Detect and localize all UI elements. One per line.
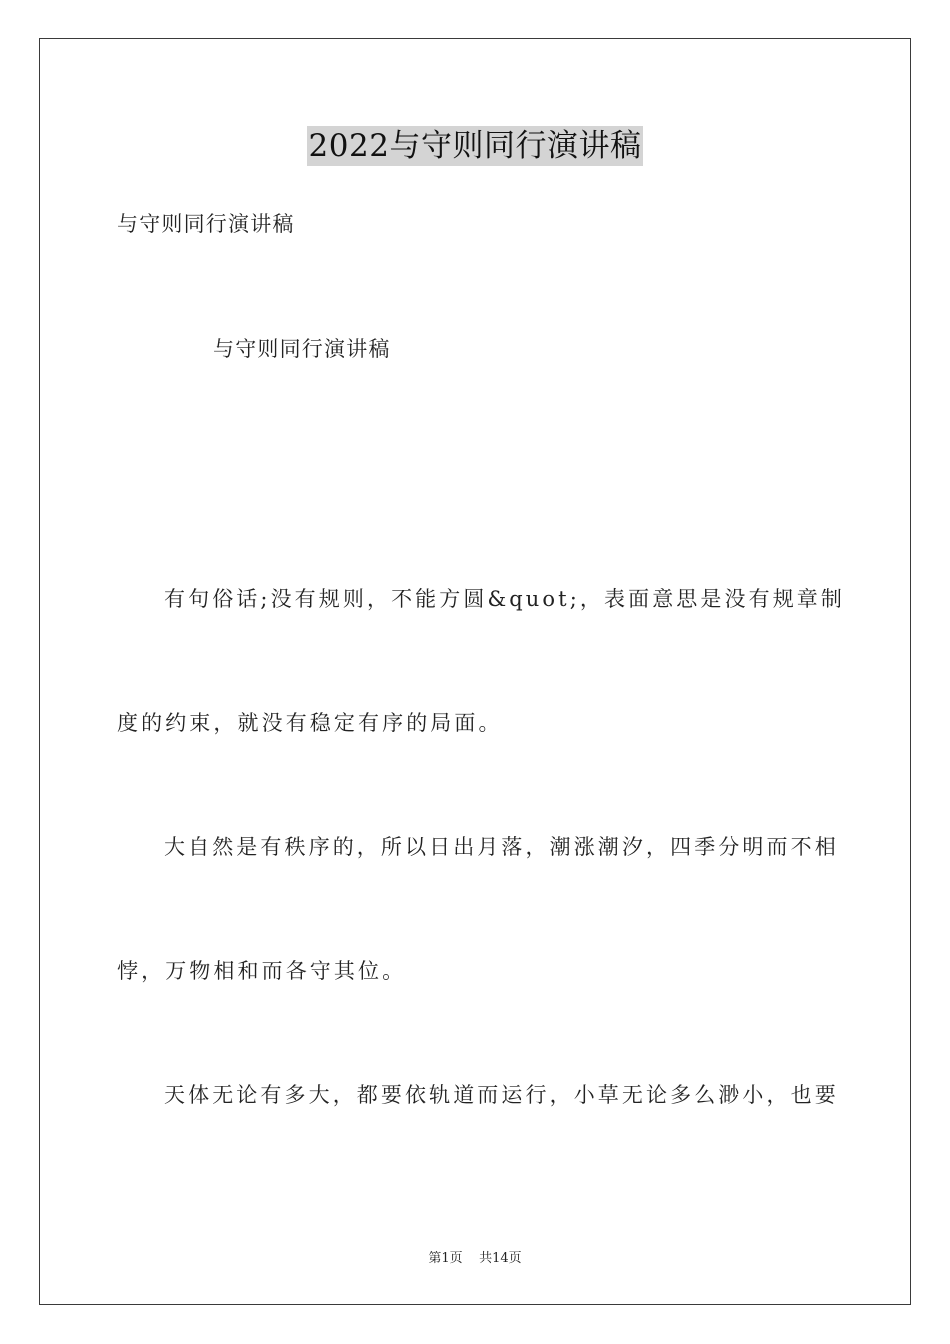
page-total: 共14页: [479, 1251, 522, 1266]
document-subtitle: 与守则同行演讲稿: [117, 212, 295, 236]
document-heading: 与守则同行演讲稿: [213, 337, 391, 361]
document-title: 2022与守则同行演讲稿: [308, 128, 642, 164]
paragraph-line-3: 大自然是有秩序的，所以日出月落，潮涨潮汐，四季分明而不相: [164, 835, 839, 859]
paragraph-line-2: 度的约束，就没有稳定有序的局面。: [117, 711, 503, 735]
title-container: [0, 126, 950, 166]
page-number: 第1页: [428, 1251, 463, 1266]
page-footer: [0, 1247, 950, 1266]
paragraph-line-1: 有句俗话;没有规则，不能方圆&quot;，表面意思是没有规章制: [164, 587, 845, 611]
paragraph-line-4: 悖，万物相和而各守其位。: [117, 959, 407, 983]
paragraph-line-5: 天体无论有多大，都要依轨道而运行，小草无论多么渺小，也要: [164, 1083, 839, 1107]
